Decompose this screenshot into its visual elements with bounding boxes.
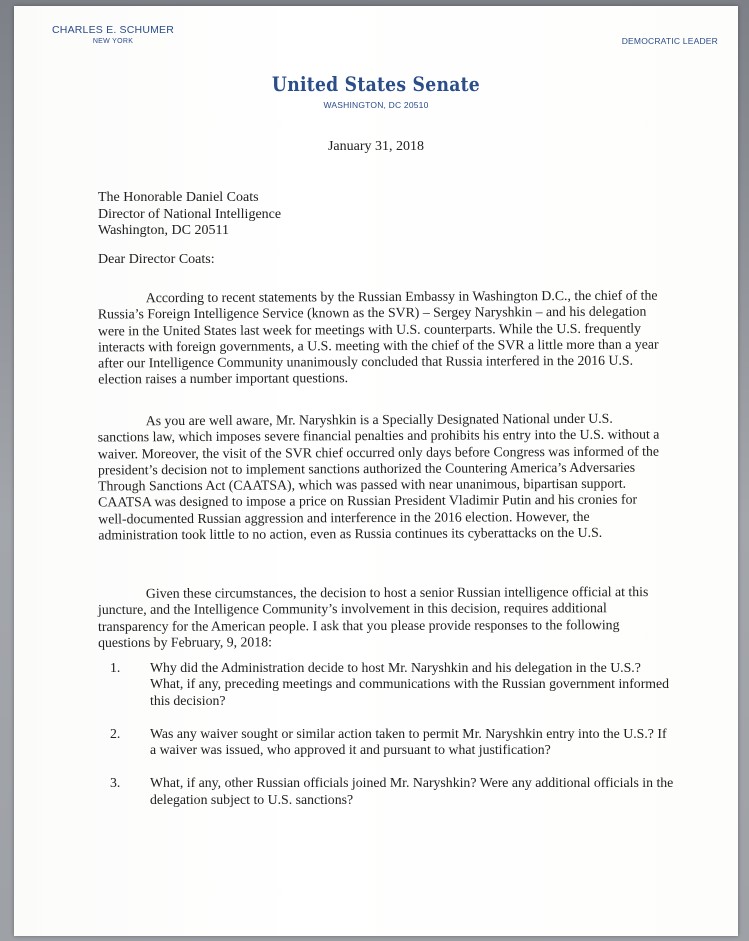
senator-block [52,24,174,45]
question-item [110,775,675,808]
letter-page [14,6,738,936]
letter-date: January 31, 2018 [327,139,425,154]
recipient-line-1: The Honorable Daniel Coats [98,190,259,205]
recipient-address [98,190,281,240]
body-paragraph-3: Given these circumstances, the decision to host a senior Russian intelligence official at this juncture, and the Intelligence Community’s involvement in this decision, requires additional transparency for the American people. I ask that you please provide responses to the following questions by February, 9, 2018: [97,584,649,650]
question-number: 2. [110,725,121,741]
question-text: Why did the Administration decide to host Mr. Naryshkin and his delegation in the U.S.? What, if any, preceding meetings and communications with the Russian government informed this decision? [150,660,670,708]
senator-state: NEW YORK [92,38,134,45]
recipient-line-3: Washington, DC 20511 [98,223,229,238]
recipient-line-2: Director of National Intelligence [98,206,282,222]
question-item [110,726,675,759]
senator-title: DEMOCRATIC LEADER [621,36,718,46]
institution-name: United States Senate [271,72,481,96]
question-text: What, if any, other Russian officials joined Mr. Naryshkin? Were any additional officials in the delegation subject to U.S. sanctions? [150,775,674,807]
body-paragraph-1: According to recent statements by the Russian Embassy in Washington D.C., the chief of the Russia’s Foreign Intelligence Service (known as the SVR) – Sergey Naryshkin – and his delegation were in the United States last week for meetings with U.S. counterparts. While the U.S. frequently interacts with foreign governments, a U.S. meeting with the chief of the SVR a little more than a year after our Intelligence Community unanimously concluded that Russia interfered in the 2016 U.S. election raises a number important questions. [97,287,659,387]
salutation: Dear Director Coats: [98,252,215,267]
institution-address: WASHINGTON, DC 20510 [323,100,429,110]
question-list [110,660,675,825]
question-number: 3. [110,775,121,791]
question-item [110,660,675,709]
body-paragraph-2: As you are well aware, Mr. Naryshkin is a Specially Designated National under U.S. sanctions law, which imposes severe financial penalties and prohibits his entry into the U.S. without a waiver. Moreover, the visit of the SVR chief occurred only days before Congress was informed of the president’s decision not to implement sanctions authorized the Countering America’s Adversaries Through Sanctions Act (CAATSA), which was passed with near unanimous, bipartisan support. CAATSA was designed to impose a price on Russian President Vladimir Putin and his cronies for well-documented Russian aggression and interference in the 2016 election. However, the administration took little to no action, even as Russia continues its cyberattacks on the U.S. [97,410,660,543]
question-text: Was any waiver sought or similar action taken to permit Mr. Naryshkin entry into the U.S.? If a waiver was issued, who approved it and pursuant to what justification? [150,725,667,758]
masthead [14,72,738,110]
senator-name: CHARLES E. SCHUMER [52,24,175,36]
question-number: 1. [110,660,121,675]
